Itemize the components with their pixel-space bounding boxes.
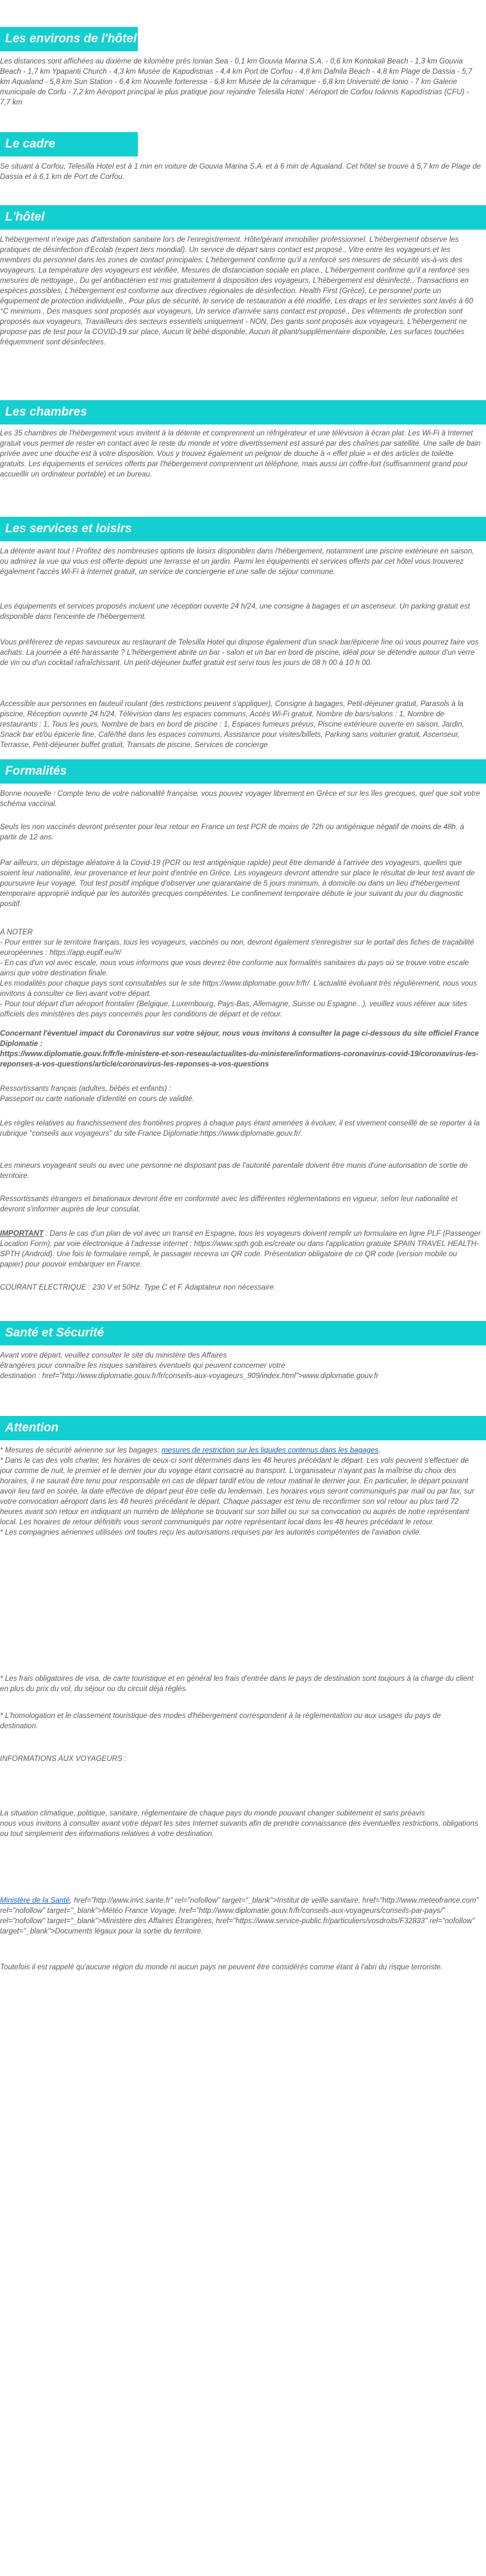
- section-header-formalites: [0, 759, 486, 784]
- section-header-attention: [0, 1416, 486, 1440]
- links-text: , href="http://www.invs.sante.fr" rel="nofollow" target="_blank">Institut de veille sanitaire, href="http://www.meteofrance.com" rel="nofollow" target="_blank">Météo France Voyage, href="http://www.diplomatie.gouv.fr/fr/conseils-aux-voyageurs/conseils-par-pays/" rel="nofollow" target="_blank">Ministère des Affaires Étrangères, href="https://www.service-public.fr/particuliers/vosdroits/F32833" rel="nofollow" target="_blank">Documents légaux pour la sortie du territoire.: [0, 1896, 481, 1935]
- section-body-chambres: Les 35 chambres de l'hébergement vous invitent à la détente et comprennent un réfrigérateur et une télévision à écran plat. Les Wi-Fi à Internet gratuit vous permet de rester en contact avec le reste du monde et votre divertissement est assuré par des chaînes par satellite. Une salle de bain privée avec une douche est à votre disposition. Vous y trouvez également un peignoir de douche à « effet pluie » et des articles de toilette gratuits. Les équipements et services offerts par l'hébergement comprennent un téléphone, mais aussi un coffre-fort (suffisamment grand pour accueillir un ordinateur portable) et un bureau.: [0, 429, 483, 478]
- attention-paragraph-4: INFORMATIONS AUX VOYAGEURS :: [0, 1755, 127, 1763]
- formalites-paragraph-7: Les règles relatives au franchissement des frontières propres à chaque pays étant amenées à évoluer, il est vivement conseillé de se reporter à la rubrique "conseils aux voyageurs" du site France Diplomatie:https://www.diplomatie.gouv.fr/.: [0, 1119, 482, 1138]
- section-body-cadre: Se situant à Corfou, Telesilla Hotel est à 1 min en voiture de Gouvia Marina S.A. et à 6 min de Aqualand. Cet hôtel se trouve à 5,7 km de Plage de Dassia et à 6,1 km de Port de Corfou.: [0, 162, 483, 181]
- important-label: IMPORTANT: [0, 1229, 44, 1238]
- section-title: Les environs de l'hôtel: [5, 32, 137, 46]
- health-ministry-link[interactable]: Ministère de la Santé: [0, 1896, 70, 1905]
- section-body-sante: Avant votre départ, veuillez consulter le site du ministère des Affaires étrangères pour connaître les risques sanitaires éventuels qui peuvent concerner votre destination : href="http://www.diplomatie.gouv.fr/fr/conseils-aux-voyageurs_909/index.html">www.diplomatie.gouv.fr: [0, 1351, 379, 1380]
- formalites-paragraph-3: Par ailleurs, un dépistage aléatoire à la Covid-19 (PCR ou test antigénique rapide) peut être demandé à l'arrivée des voyageurs, quelles que soient leur nationalité, leur provenance et leur point d'entrée en Grèce. Les voyageurs devront attendre sur place le résultat de leur test avant de poursuivre leur voyage. Tout test positif implique d'observer une quarantaine de 5 jours minimum, à domicile ou dans un lieu d'hébergement temporaire approprié indiqué par les autorités grecques compétentes. Le confinement temporaire débute le jour suivant du jour du diagnostic positif.: [0, 859, 477, 908]
- section-title: Les chambres: [5, 405, 87, 419]
- formalites-paragraph-2: Seuls les non vaccinés devront présenter pour leur retour en France un test PCR de moins de 72h ou antigénique négatif de moins de 48h, à partir de 12 ans.: [0, 823, 467, 841]
- security-intro: * Mesures de sécurité aérienne sur les bagages:: [0, 1446, 162, 1454]
- section-header-services: [0, 517, 486, 541]
- section-header-environs: [0, 27, 138, 51]
- attention-paragraph-3: * L'homologation et le classement touristique des modes d'hébergement correspondent à la réglementation ou aux usages du pays de destination.: [0, 1712, 443, 1730]
- section-body-hotel: L'hébergement n'exige pas d'attestation sanitaire lors de l'enregistrement. Hôte/gérant immobilier professionnel. L'hébergement observe les pratiques de désinfection d'Ecolab (expert tiers mondial). Un service de départ sans contact est proposé., Vitre entre les voyageurs et les membres du personnel dans les zones de contact principales, L'hébergement confirme qu'il a renforcé ses mesures de sécurité vis-à-vis des voyageurs, La température des voyageurs est vérifiée, Mesures de distanciation sociale en place., L'hébergement confirme qu'il a renforcé ses mesures de nettoyage., Du gel antibactérien est mis gratuitement à disposition des voyageurs, L'hébergement est désinfecté., Transactions en espèces possibles, L'hébergement est conforme aux directives régionales de désinfection. Health First (Grèce), Le personnel porte un équipement de protection individuelle., Pour plus de sécurité, le service de restauration a été modifié, Les draps et les serviettes sont lavés à 60 °C minimum., Des masques sont proposés aux voyageurs, Un service d'arrivée sans contact est proposé., Des vêtements de protection sont proposés aux voyageurs, Travailleurs des secteurs essentiels uniquement - NON, Des gants sont proposés aux voyageurs, L'hébergement ne propose pas de test pour la COVID-19 sur place, Aucun lit bébé disponible, Aucun lit pliant/supplémentaire disponible, Les surfaces touchées fréquemment sont désinfectées.: [0, 235, 476, 346]
- formalites-paragraph-4: A NOTER - Pour entrer sur le territoire français, tous les voyageurs, vaccinés ou non, devront également s'enregistrer sur le portail des fiches de traçabilité européennes : https://app.euplf.eu/#/ - En cas d'un vol avec escale, nous vous informons que vous devrez être conforme aux formalités sanitaires du pays où se trouve votre escale ainsi que votre destination finale. Les modalités pour chaque pays sont consultables sur le site https://www.diplomatie.gouv.fr/fr/. L'actualité évoluant très régulièrement, nous vous invitons à consulter ce lien avant votre départ. - Pour tout départ d'un aéroport frontalier (Belgique, Luxembourg, Pays-Bas, Allemagne, Suisse ou Espagne...), veuillez vous référer aux sites officiels des ministères des pays concernés pour les conditions de départ et de retour.: [0, 928, 477, 1018]
- section-title: Attention: [5, 1421, 59, 1435]
- services-paragraph-2: Les équipements et services proposés incluent une réception ouverte 24 h/24, une consigne à bagages et un ascenseur. Un parking gratuit est disponible dans l'enceinte de l'hébergement.: [0, 602, 473, 621]
- formalites-paragraph-9: Ressortissants étrangers et binationaux devront être en conformité avec les différentes réglementations en vigueur, selon leur nationalité et devront s'informer auprès de leur consulat.: [0, 1195, 460, 1213]
- section-title: Santé et Sécurité: [5, 1326, 105, 1340]
- attention-paragraph-2: * Les frais obligatoires de visa, de carte touristique et en général les frais d'entrée dans le pays de destination sont toujours à la charge du client en plus du prix du vol, du séjour ou du circuit déjà réglés.: [0, 1674, 476, 1693]
- formalites-paragraph-8: Les mineurs voyageant seuls ou avec une personne ne disposant pas de l'autorité parentale doivent être munis d'une autorisation de sortie de territoire.: [0, 1161, 470, 1180]
- services-paragraph-1: La détente avant tout ! Profitez des nombreuses options de loisirs disponibles dans l'hébergement, notamment une piscine extérieure en saison, ou admirez la vue qui vous est offerte depuis une terrasse et un jardin. Parmi les équipements et services offerts par cet hôtel vous trouverez également l'accès Wi-Fi à Internet gratuit, un service de conciergerie et une salle de séjour commune.: [0, 547, 476, 576]
- section-header-chambres: [0, 400, 486, 425]
- section-body-environs: Les distances sont affichées au dixième de kilomètre près Ionian Sea - 0,1 km Gouvia Marina S.A. - 0,6 km Kontokali Beach - 1,3 km Gouvia Beach - 1,7 km Ypapanti Church - 4,3 km Musée de Kapodistrias - 4,4 km Port de Corfou - 4,8 km Dafnila Beach - 4,8 km Plage de Dassia - 5,7 km Aqualand - 5,8 km Sun Station - 6,4 km Nouvelle forteresse - 6,8 km Musée de la céramique - 6,8 km Université de Ionio - 7 km Galerie municipale de Corfu - 7,2 km Aéroport principal le plus pratique pour rejoindre Telesilla Hotel : Aéroport de Corfou Ioánnis Kapodístrias (CFU) - 7,7 km: [0, 57, 474, 106]
- formalites-paragraph-1: Bonne nouvelle : Compte tenu de votre nationalité française, vous pouvez voyager librement en Grèce et sur les îles grecques, quel que soit votre schéma vaccinal.: [0, 789, 483, 808]
- section-title: Formalités: [5, 764, 67, 778]
- attention-paragraph-7: Toutefois il est rappelé qu'aucune région du monde ni aucun pays ne peuvent être considérés comme étant à l'abri du risque terroriste.: [0, 1963, 443, 1971]
- formalites-paragraph-6: Ressortissants français (adultes, bébés et enfants) : Passeport ou carte nationale d'identité en cours de validité.: [0, 1084, 195, 1103]
- section-header-sante: [0, 1321, 486, 1345]
- section-title: L'hôtel: [5, 210, 45, 224]
- formalites-paragraph-11: COURANT ELECTRIQUE : 230 V et 50Hz. Type C et F. Adaptateur non nécessaire.: [0, 1283, 276, 1292]
- services-paragraph-4: Accessible aux personnes en fauteuil roulant (des restrictions peuvent s'appliquer), Consigne à bagages, Petit-déjeuner gratuit, Parasols à la piscine, Réception ouverte 24 h/24, Télévision dans les espaces communs, Accès Wi-Fi gratuit, Nombre de bars/salons : 1, Nombre de restaurants : 1, Tous les jours, Nombre de bars en bord de piscine : 1, Espaces fumeurs prévus, Piscine extérieure ouverte en saison, Jardin, Snack bar et/ou épicerie fine, Café/thé dans les espaces communs, Assistance pour visites/billets, Parking sans voiturier gratuit, Ascenseur, Terrasse, Petit-déjeuner buffet gratuit, Transats de piscine, Services de concierge: [0, 700, 467, 749]
- section-title: Les services et loisirs: [5, 522, 132, 535]
- charter-flights-text: . * Dans le cas des vols charter, les horaires de ceux-ci sont déterminés dans les 48 heures précédant le départ. Les vols peuvent s'effectuer de jour comme de nuit, le premier et le dernier jour du voyage étant consacré au transport. L'organisateur n'ayant pas la maîtrise du choix des horaires, il ne saurait être tenu pour responsable en cas de départ tardif et/ou de retour matinal le dernier jour. En particulier, le départ pouvant avoir lieu tard en soirée, la date effective de départ peut être celle du lendemain. Les horaires vous seront communiqués par mail ou par fax, sur votre convocation aéroport dans les 48 heures précédant le départ. Chaque passager est tenu de reconfirmer son vol retour au plus tard 72 heures avant son retour en indiquant un numéro de téléphone se trouvant sur son billet ou sur sa convocation ou auprès de notre représentant local. Les horaires de retour définitifs vous seront communiqués par notre représentant local dans les 48 heures précédant le retour. * Les compagnies aériennes utilisées ont toutes reçu les autorisations requises par les autorités compétentes de l'aviation civile.: [0, 1446, 474, 1536]
- attention-paragraph-5: La situation climatique, politique, sanitaire, réglementaire de chaque pays du monde pouvant changer subitement et sans préavis nous vous invitons à consulter avant votre départ les sites Internet suivants afin de prendre connaissance des éventuelles restrictions, obligations ou tout simplement des informations relatives à votre destination.: [0, 1809, 478, 1838]
- section-header-cadre: [0, 132, 138, 156]
- important-text: : Dans le cas d'un plan de vol avec un transit en Espagne, tous les voyageurs doivent remplir un formulaire en ligne PLF (Passenger Location Form), par voie électronique à l'adresse internet : https://www.spth.gob.es/create ou dans l'application gratuite SPAIN TRAVEL HEALTH-SPTH (Android). Une fois le formulaire rempli, le passager recevra un QR code. Présentation obligatoire de ce QR code (version mobile ou papier) pour pouvoir embarquer en France.: [0, 1229, 483, 1268]
- liquids-restriction-link[interactable]: mesures de restriction sur les liquides contenus dans les bagages: [161, 1446, 379, 1454]
- formalites-paragraph-5: Concernant l'éventuel impact du Coronavirus sur votre séjour, nous vous invitons à consulter la page ci-dessous du site officiel France Diplomatie : https://www.diplomatie.gouv.fr/fr/le-ministere-et-son-reseau/actualites-du-ministere/informations-coronavirus-covid-19/coronavirus-les-reponses-a-vos-questions/article/coronavirus-les-reponses-a-vos-questions: [0, 1029, 479, 1068]
- section-header-hotel: [0, 205, 486, 230]
- services-paragraph-3: Vous préférerez de repas savoureux au restaurant de Telesilla Hotel qui dispose également d'un snack bar/épicerie fine où vous pourrez faire vos achats. La journée a été harassante ? L'hébergement abrite un bar - salon et un bar en bord de piscine, idéal pour se détendre autour d'un verre de vin ou d'un cocktail rafraîchissant. Un petit-déjeuner buffet gratuit est servi tous les jours de 08 h 00 à 10 h 00.: [0, 638, 481, 667]
- section-title: Le cadre: [5, 137, 56, 151]
- formalites-paragraph-10: [0, 1229, 481, 1271]
- attention-paragraph-1: [0, 1445, 481, 1639]
- attention-paragraph-6: [0, 1896, 481, 1948]
